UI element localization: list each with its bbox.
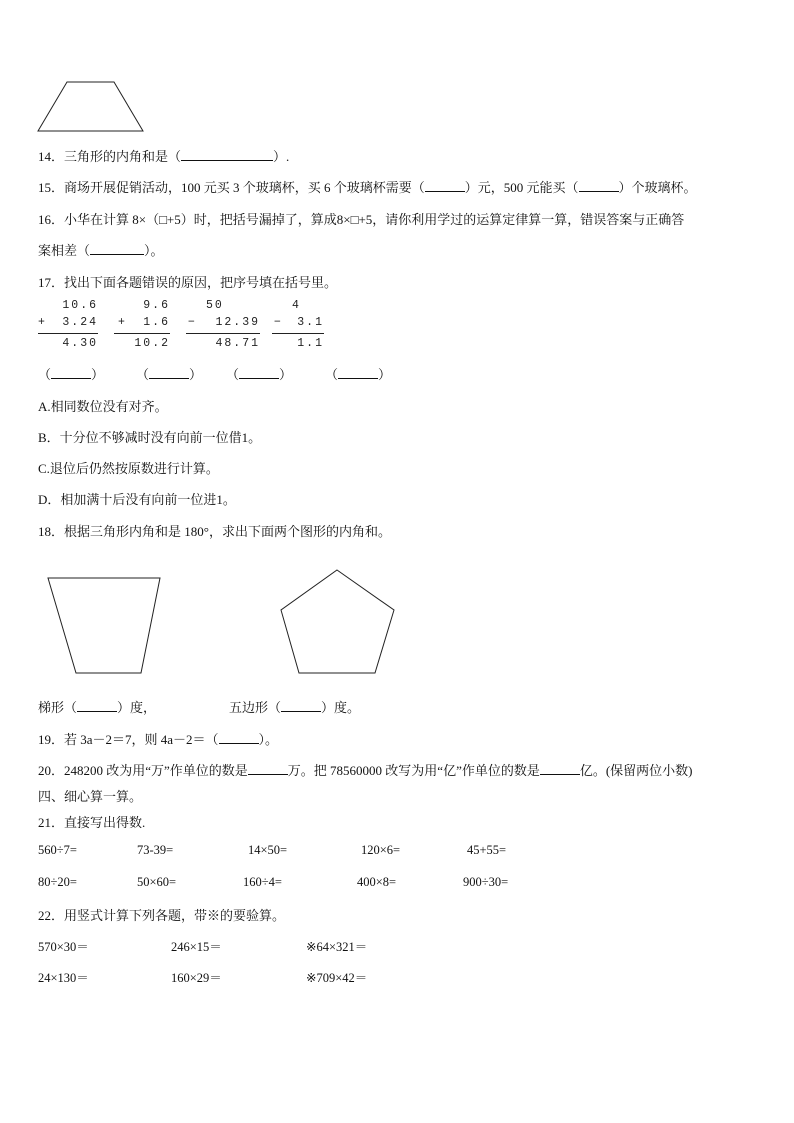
q17-paren-open-3: （ — [226, 367, 240, 382]
q21-r1-c1: 560÷7= — [38, 843, 77, 857]
q17-option-c: C.退位后仍然按原数进行计算。 — [38, 461, 219, 476]
q19-text: 19．若 3a－2＝7，则 4a－2＝（ — [38, 732, 219, 747]
calc-4-top: 4 — [292, 299, 301, 312]
q21-r1-c4: 120×6= — [361, 843, 401, 857]
calc-2-result: 10.2 — [134, 337, 170, 350]
calc-2-bottom: 1.6 — [143, 316, 170, 329]
q19-end: ）。 — [258, 732, 279, 747]
question-18-title: 18．根据三角形内角和是 180°，求出下面两个图形的内角和。 — [38, 524, 391, 539]
q17-paren-open-2: （ — [136, 367, 150, 382]
calc-4-bottom: 3.1 — [297, 316, 324, 329]
q22-r1-c3: ※64×321＝ — [306, 940, 368, 954]
q21-r2-c3: 160÷4= — [243, 875, 282, 889]
q15-part1: 15．商场开展促销活动，100 元买 3 个玻璃杯，买 6 个玻璃杯需要（ — [38, 180, 425, 195]
calc-3-result: 48.71 — [215, 337, 260, 350]
q20-blank-2[interactable] — [540, 763, 580, 775]
q22-r1-c1: 570×30＝ — [38, 940, 89, 954]
q20-part1: 20．248200 改为用“万”作单位的数是 — [38, 763, 248, 778]
q17-paren-open-1: （ — [38, 367, 52, 382]
q21-r1-c5: 45+55= — [467, 843, 507, 857]
q21-r1-c2: 73-39= — [137, 843, 174, 857]
q16-line2-end: ）。 — [144, 243, 164, 258]
q21-r2-c4: 400×8= — [357, 875, 397, 889]
q21-r2-c5: 900÷30= — [463, 875, 509, 889]
q17-option-d: D．相加满十后没有向前一位进1。 — [38, 492, 236, 507]
q20-part2: 万。把 78560000 改写为用“亿”作单位的数是 — [287, 763, 540, 778]
q18-pentagon-answer — [229, 697, 360, 716]
question-22-title: 22．用竖式计算下列各题，带※的要验算。 — [38, 908, 286, 923]
calc-3-bottom: 12.39 — [215, 316, 260, 329]
q18-pent-end: ）度。 — [321, 700, 361, 715]
question-20 — [38, 760, 693, 779]
calc-1-result: 4.30 — [62, 337, 98, 350]
calc-4-op: − — [274, 316, 283, 329]
question-19 — [38, 729, 278, 748]
q17-paren-close-1: ） — [91, 367, 105, 382]
q17-paren-close-4: ） — [378, 367, 392, 382]
q17-option-b: B．十分位不够减时没有向前一位借1。 — [38, 430, 262, 445]
q21-r1-c3: 14×50= — [248, 843, 288, 857]
q21-r2-c2: 50×60= — [137, 875, 177, 889]
question-16-line1: 16．小华在计算 8×（□+5）时，把括号漏掉了，算成8×□+5，请你利用学过的运算定律算一算，错误答案与正确答 — [38, 212, 685, 227]
q15-part3: ）个玻璃杯。 — [618, 180, 697, 195]
q17-paren-close-3: ） — [279, 367, 293, 382]
q14-text: 14．三角形的内角和是（ — [38, 149, 182, 164]
calc-1-top: 10.6 — [62, 299, 98, 312]
q16-line2-text: 案相差（ — [38, 243, 91, 258]
calc-1-bottom: 3.24 — [62, 316, 98, 329]
calc-2-op: + — [118, 316, 127, 329]
q17-paren-open-4: （ — [325, 367, 339, 382]
q22-r2-c3: ※709×42＝ — [306, 971, 368, 985]
calc-2-top: 9.6 — [143, 299, 170, 312]
calc-1-op: + — [38, 316, 47, 329]
q17-option-a: A.相同数位没有对齐。 — [38, 399, 168, 414]
q22-r1-c2: 246×15＝ — [171, 940, 222, 954]
q18-trapezoid-answer — [38, 697, 156, 716]
calc-3-op: − — [188, 316, 197, 329]
calc-4-result: 1.1 — [297, 337, 324, 350]
section-4-heading: 四、细心算一算。 — [38, 789, 143, 804]
q18-pent-label: 五边形（ — [229, 700, 282, 715]
q20-blank-1[interactable] — [248, 763, 288, 775]
question-17-title: 17．找出下面各题错误的原因，把序号填在括号里。 — [38, 275, 338, 290]
q18-trap-end: ）度， — [117, 700, 157, 715]
calc-3-top: 50 — [206, 299, 224, 312]
q18-trap-blank[interactable] — [77, 700, 117, 712]
q15-part2: ）元，500 元能买（ — [464, 180, 579, 195]
q17-paren-close-2: ） — [189, 367, 203, 382]
q20-part3: 亿。(保留两位小数) — [579, 763, 693, 778]
q18-trap-label: 梯形（ — [38, 700, 78, 715]
q19-answer-blank[interactable] — [219, 732, 259, 744]
question-21-title: 21．直接写出得数. — [38, 815, 146, 830]
q18-pent-blank[interactable] — [281, 700, 321, 712]
q14-end: ）. — [273, 149, 290, 164]
q22-r2-c1: 24×130＝ — [38, 971, 89, 985]
q21-r2-c1: 80÷20= — [38, 875, 77, 889]
q22-r2-c2: 160×29＝ — [171, 971, 222, 985]
